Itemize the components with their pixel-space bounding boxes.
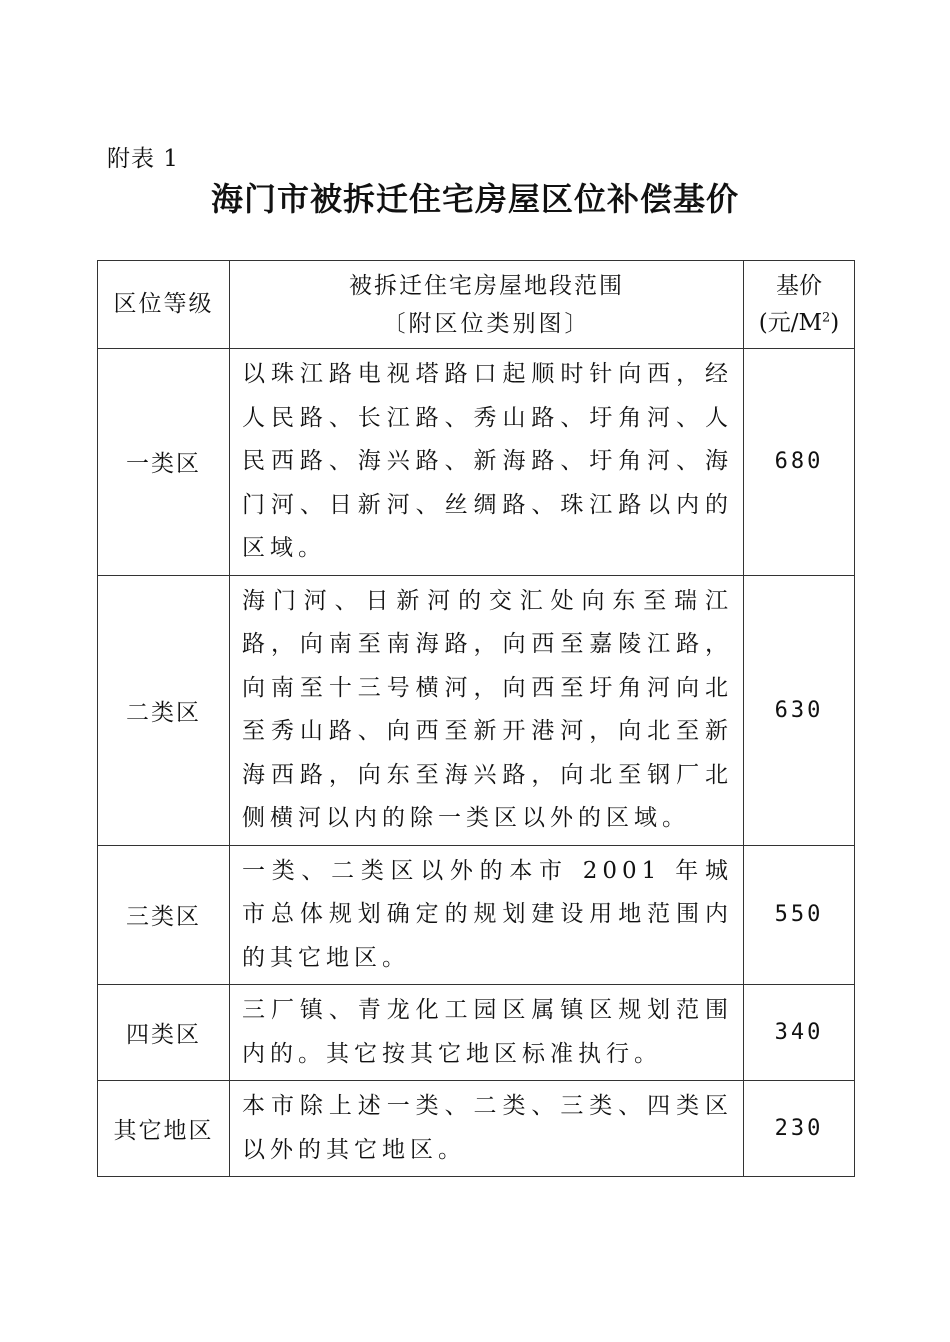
range-cell: 海门河、日新河的交汇处向东至瑞江路，向南至南海路，向西至嘉陵江路，向南至十三号横河，向西至圩角河向北至秀山路、向西至新开港河，向北至新海西路，向东至海兴路，向北至钢厂北侧横河以内的除一类区以外的区域。 <box>230 575 744 845</box>
table-row <box>98 1081 855 1177</box>
header-range-title: 被拆迁住宅房屋地段范围 <box>349 272 624 299</box>
grade-cell: 二类区 <box>98 575 230 845</box>
price-cell: 230 <box>744 1081 855 1177</box>
table-header-row <box>98 261 855 349</box>
price-cell: 630 <box>744 575 855 845</box>
header-price-title: 基价 <box>776 272 822 299</box>
table-row <box>98 575 855 845</box>
table-row <box>98 845 855 985</box>
header-grade: 区位等级 <box>98 261 230 349</box>
header-range <box>230 261 744 349</box>
price-cell: 550 <box>744 845 855 985</box>
grade-cell: 三类区 <box>98 845 230 985</box>
table-row <box>98 349 855 576</box>
price-cell: 340 <box>744 985 855 1081</box>
table-row <box>98 985 855 1081</box>
attachment-label: 附表 1 <box>107 146 179 172</box>
range-cell: 以珠江路电视塔路口起顺时针向西，经人民路、长江路、秀山路、圩角河、人民西路、海兴路、新海路、圩角河、海门河、日新河、丝绸路、珠江路以内的区域。 <box>230 349 744 576</box>
range-cell: 三厂镇、青龙化工园区属镇区规划范围内的。其它按其它地区标准执行。 <box>230 985 744 1081</box>
compensation-price-table <box>97 260 855 1177</box>
grade-cell: 四类区 <box>98 985 230 1081</box>
grade-cell: 一类区 <box>98 349 230 576</box>
header-price-unit: (元$/M^2$) <box>758 309 840 336</box>
header-range-note: 〔附区位类别图〕 <box>382 310 591 337</box>
range-cell: 一类、二类区以外的本市 2001 年城市总体规划确定的规划建设用地范围内的其它地区。 <box>230 845 744 985</box>
grade-cell: 其它地区 <box>98 1081 230 1177</box>
header-price <box>744 261 855 349</box>
range-cell: 本市除上述一类、二类、三类、四类区以外的其它地区。 <box>230 1081 744 1177</box>
document-title: 海门市被拆迁住宅房屋区位补偿基价 <box>210 180 739 218</box>
price-cell: 680 <box>744 349 855 576</box>
